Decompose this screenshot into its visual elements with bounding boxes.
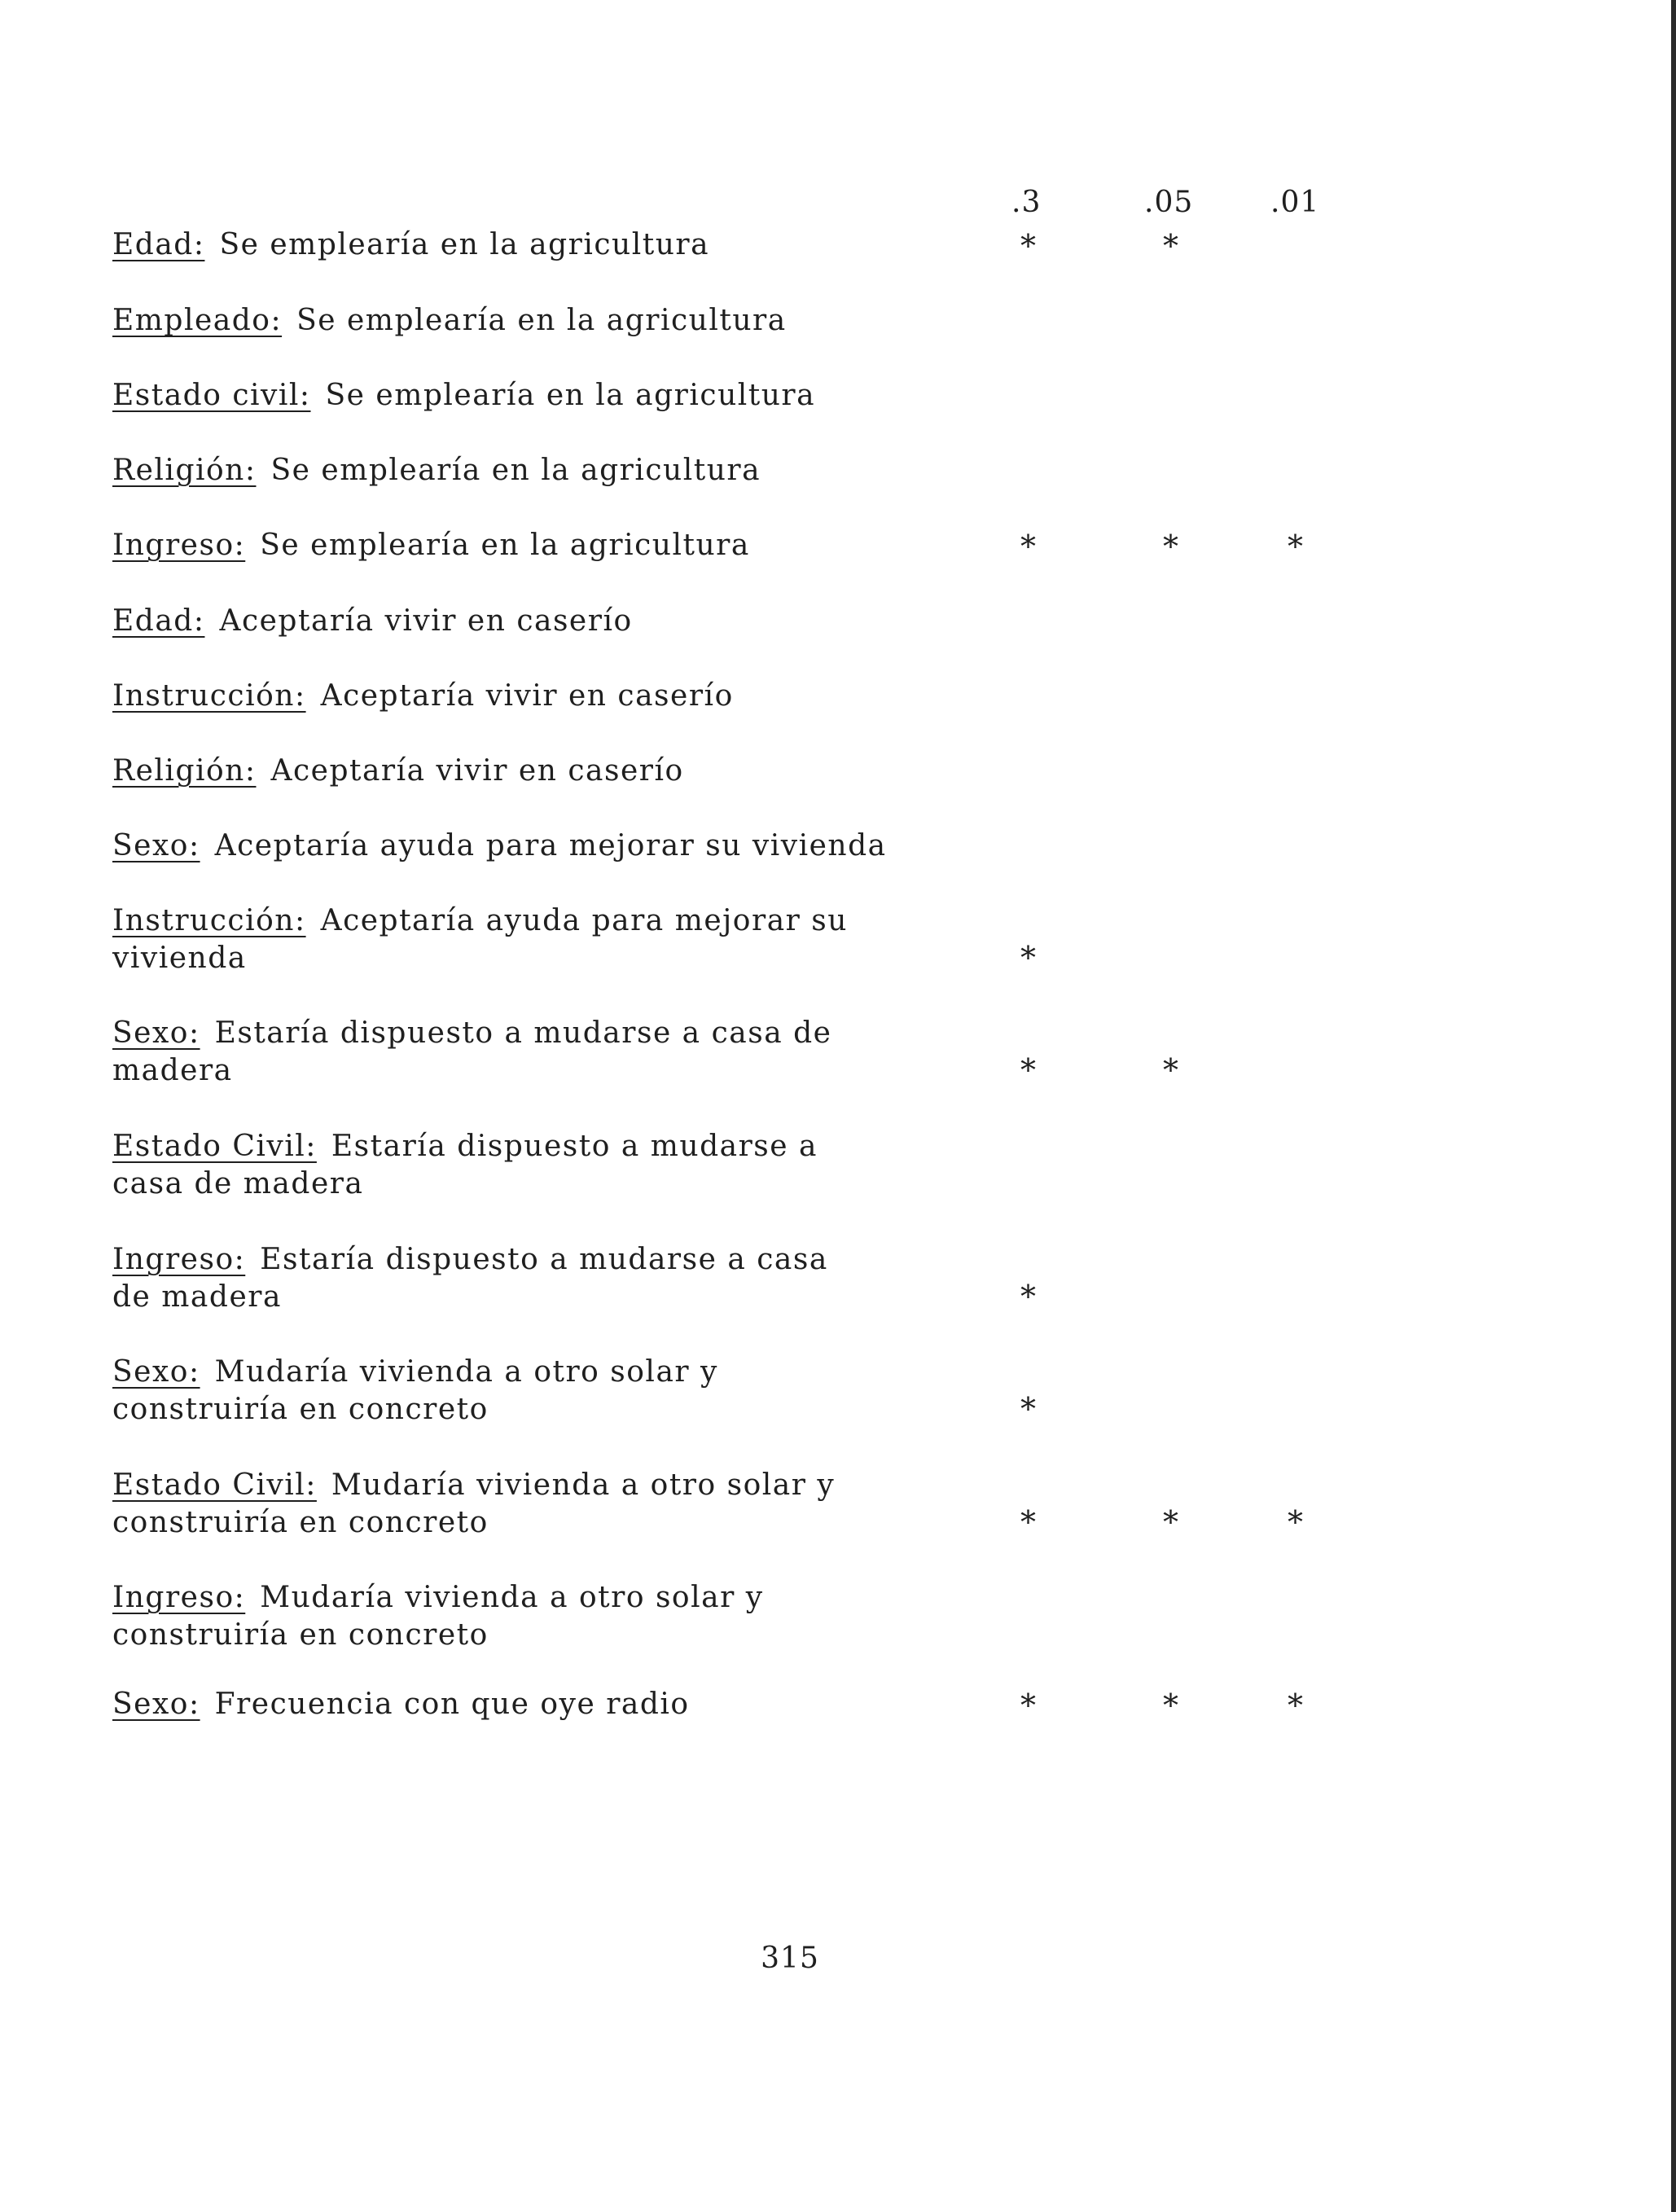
row-label: Instrucción: xyxy=(112,904,306,937)
significance-mark: * xyxy=(1288,529,1303,564)
row-label: Sexo: xyxy=(112,1688,200,1721)
row-text: Estaría dispuesto a mudarse a casa de madera xyxy=(112,1130,818,1200)
row-label: Ingreso: xyxy=(112,529,246,562)
significance-mark: * xyxy=(1163,1504,1178,1540)
row-text: Aceptaría ayuda para mejorar su vivienda xyxy=(214,829,887,862)
row-label: Religión: xyxy=(112,754,257,788)
row-text: Mudaría vivienda a otro solar y construiría en concreto xyxy=(112,1355,718,1426)
row-text: Aceptaría ayuda para mejorar su vivienda xyxy=(112,904,848,975)
row-label: Estado Civil: xyxy=(112,1468,317,1502)
row-text: Aceptaría vivir en caserío xyxy=(320,679,734,713)
row-label: Sexo: xyxy=(112,1016,200,1050)
significance-mark: * xyxy=(1020,1391,1036,1427)
significance-mark: * xyxy=(1163,529,1178,564)
row-label: Estado civil: xyxy=(112,379,311,412)
column-header-0-01: .01 xyxy=(1270,186,1320,219)
significance-mark: * xyxy=(1020,1052,1036,1088)
row-text: Frecuencia con que oye radio xyxy=(214,1688,690,1721)
significance-mark: * xyxy=(1163,228,1178,264)
row-label: Estado Civil: xyxy=(112,1130,317,1163)
row-text: Aceptaría vivir en caserío xyxy=(219,604,633,638)
row-text: Estaría dispuesto a mudarse a casa de madera xyxy=(112,1016,832,1087)
significance-mark: * xyxy=(1020,228,1036,264)
row-text: Se emplearía en la agricultura xyxy=(296,304,787,337)
row-text: Aceptaría vivir en caserío xyxy=(270,754,684,788)
row-text: Se emplearía en la agricultura xyxy=(270,454,761,487)
row-text: Mudaría vivienda a otro solar y construiría en concreto xyxy=(112,1581,764,1652)
row-label: Instrucción: xyxy=(112,679,306,713)
row-text: Mudaría vivienda a otro solar y construiría en concreto xyxy=(112,1468,836,1539)
significance-column-headers xyxy=(961,186,1384,235)
significance-mark: * xyxy=(1288,1504,1303,1540)
row-label: Empleado: xyxy=(112,304,283,337)
column-header-0-05: .05 xyxy=(1144,186,1194,219)
row-label: Sexo: xyxy=(112,1355,200,1389)
significance-mark: * xyxy=(1020,1688,1036,1723)
column-header-0-3: .3 xyxy=(1011,186,1042,219)
row-text: Se emplearía en la agricultura xyxy=(219,228,710,261)
row-text: Estaría dispuesto a mudarse a casa de madera xyxy=(112,1243,828,1314)
row-label: Sexo: xyxy=(112,829,200,862)
row-label: Ingreso: xyxy=(112,1243,246,1276)
row-label: Religión: xyxy=(112,454,257,487)
row-label: Ingreso: xyxy=(112,1581,246,1614)
significance-mark: * xyxy=(1163,1688,1178,1723)
significance-mark: * xyxy=(1020,529,1036,564)
significance-mark: * xyxy=(1288,1688,1303,1723)
row-text: Se emplearía en la agricultura xyxy=(325,379,816,412)
significance-mark: * xyxy=(1163,1052,1178,1088)
row-label: Edad: xyxy=(112,604,205,638)
significance-mark: * xyxy=(1020,1504,1036,1540)
row-text: Se emplearía en la agricultura xyxy=(260,529,750,562)
significance-mark: * xyxy=(1020,1279,1036,1314)
row-label: Edad: xyxy=(112,228,205,261)
page-number: 315 xyxy=(761,1942,819,1975)
significance-mark: * xyxy=(1020,940,1036,976)
